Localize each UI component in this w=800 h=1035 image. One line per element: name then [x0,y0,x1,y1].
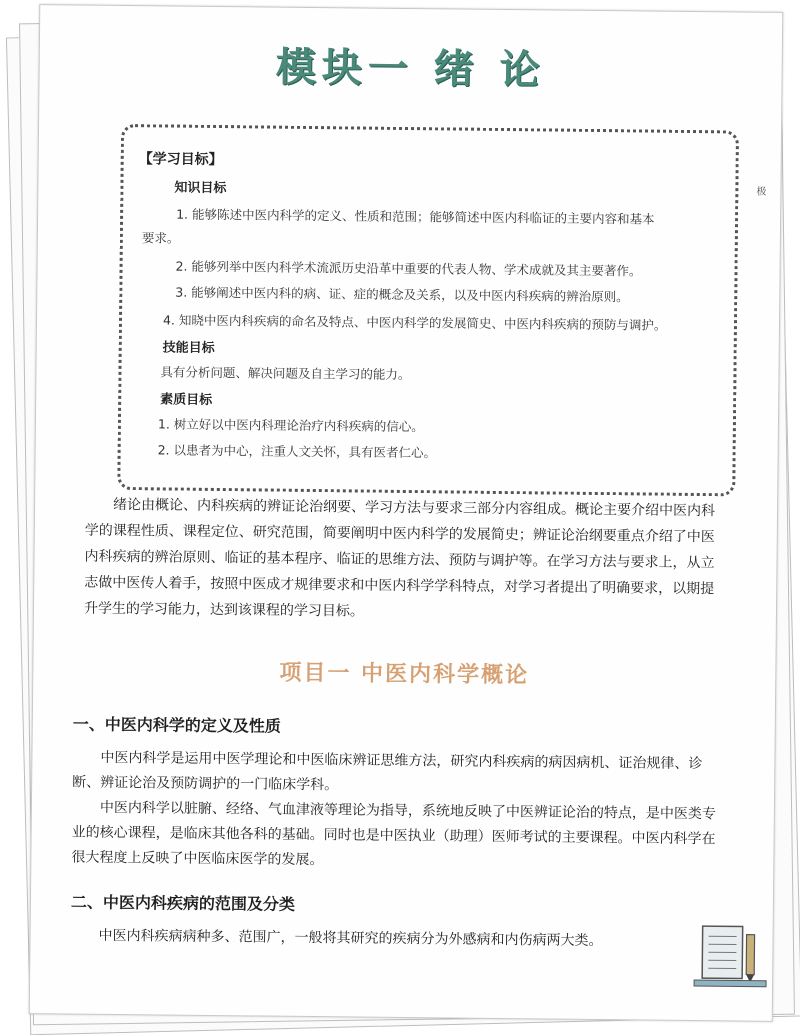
goal-line: 1. 能够陈述中医内科学的定义、性质和范围；能够简述中医内科临证的主要内容和基本 [176,205,655,228]
section-heading: 二、中医内科疾病的范围及分类 [71,890,295,915]
document-page [29,4,784,1022]
skill-heading: 技能目标 [163,336,215,356]
project-title: 项目一 中医内科学概论 [33,653,775,692]
goal-line: 要求。 [142,228,180,246]
goal-line: 3. 能够阐述中医内科的病、证、症的概念及关系，以及中医内科疾病的辨治原则。 [175,283,629,306]
intro-paragraph: 绪论由概论、内科疾病的辨证论治纲要、学习方法与要求三部分内容组成。概论主要介绍中医内科学的课程性质、课程定位、研究范围，简要阐明中医内科学的发展简史；辨证论治纲要重点介绍了中医内科疾病的辨治原则、临证的基本程序、临证的思维方法、预防与调护等。在学习方法与要求上，从立志做中医传人着手，按照中医成才规律要求和中医内科学学科特点，对学习者提出了明确要求，以期提升学生的学习能力，达到该课程的学习目标。 [84,492,725,629]
knowledge-heading: 知识目标 [174,177,226,197]
section-body: 中医内科学是运用中医学理论和中医临床辨证思维方法，研究内科疾病的病因病机、证治规律、诊断、辨证论治及预防调护的一门临床学科。 中医内科学以脏腑、经络、气血津液等理论为指导，系统地反映了中医辨证论治的特点，是中医类专业的核心课程，是临床其他各科的基础。同时也是中医执业（助理）医师考试的主要课程。中医内科学在很大程度上反映了中医临床医学的发展。 [71,746,722,878]
section-heading: 一、中医内科学的定义及性质 [73,712,281,737]
goal-line: 2. 能够列举中医内科学术流派历史沿革中重要的代表人物、学术成就及其主要著作。 [175,257,641,280]
section-body: 中医内科疾病病种多、范围广，一般将其研究的疾病分为外感病和内伤病两大类。 [70,924,720,956]
learning-goals-tag: 【学习目标】 [139,148,223,169]
page-title: 模块一 绪 论 [39,33,782,98]
goal-line: 1. 树立好以中医内科理论治疗内科疾病的信心。 [158,414,424,435]
goal-line: 2. 以患者为中心，注重人文关怀，具有医者仁心。 [158,440,437,461]
edge-text: 极 [756,183,766,198]
goal-line: 具有分析问题、解决问题及自主学习的能力。 [160,362,410,383]
quality-heading: 素质目标 [160,388,212,408]
notebook-pencil-icon [690,912,771,993]
goal-line: 4. 知晓中医内科疾病的命名及特点、中医内科学的发展简史、中医内科疾病的预防与调护。 [163,310,667,333]
